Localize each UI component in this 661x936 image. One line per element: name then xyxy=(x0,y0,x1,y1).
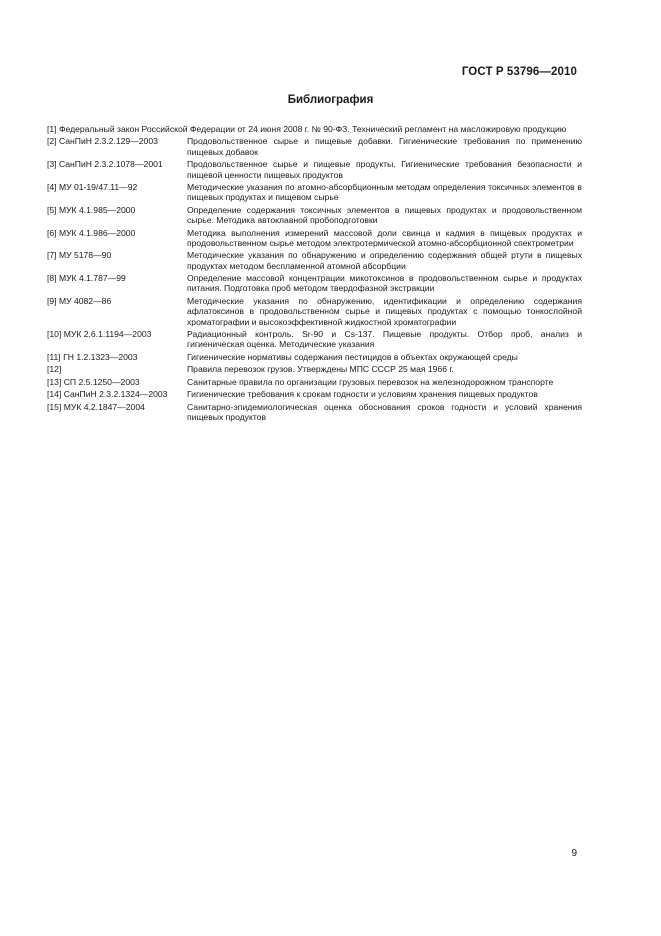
bibliography-list xyxy=(47,124,582,425)
bibliography-desc: Методические указания по обнаружению, идентификации и определению содержания афлатоксинов в продовольственном сырье и пищевых продуктах с помощью тонкослойной хроматографии и высокоэффективной жидкостной хроматографии xyxy=(187,295,582,327)
bibliography-entry xyxy=(47,273,582,294)
bibliography-desc: Продовольственное сырье и пищевые продукты. Гигиенические требования безопасности и пищевой ценности пищевых продуктов xyxy=(187,159,582,180)
bibliography-desc: Методика выполнения измерений массовой доли свинца и кадмия в пищевых продуктах и продовольственном сырье методом электротермической атомно-абсорбционной спектрометрии xyxy=(187,227,582,248)
bibliography-ref: [5] МУК 4.1.985—2000 xyxy=(47,204,136,215)
bibliography-entry xyxy=(47,228,582,249)
bibliography-entry xyxy=(47,402,582,423)
bibliography-ref: [11] ГН 1.2.1323—2003 xyxy=(47,351,138,362)
standard-code: ГОСТ Р 53796—2010 xyxy=(461,66,577,78)
bibliography-desc: Гигиенические нормативы содержания пестицидов в объектах окружающей среды xyxy=(187,351,518,362)
bibliography-entry xyxy=(47,296,582,327)
bibliography-desc: Методические указания по атомно-абсорбционным методам определения токсичных элементов в пищевых продуктах и пищевом сырье xyxy=(187,182,582,203)
bibliography-ref: [8] МУК 4.1.787—99 xyxy=(47,273,126,284)
bibliography-desc: Санитарно-эпидемиологическая оценка обоснования сроков годности и условий хранения пищевых продуктов xyxy=(187,401,582,423)
bibliography-entry xyxy=(47,136,582,157)
bibliography-ref: [3] СанПиН 2.3.2.1078—2001 xyxy=(47,159,163,170)
bibliography-ref: [4] МУ 01-19/47.11—92 xyxy=(47,182,138,193)
bibliography-entry xyxy=(47,389,582,399)
bibliography-entry xyxy=(47,250,582,271)
bibliography-ref: [6] МУК 4.1.986—2000 xyxy=(47,227,136,238)
bibliography-entry xyxy=(47,329,582,350)
bibliography-ref: [10] МУК 2.6.1.1194—2003 xyxy=(47,329,152,340)
section-title: Библиография xyxy=(287,94,374,106)
bibliography-desc: Радиационный контроль. Sr-90 и Cs-137. Пищевые продукты. Отбор проб, анализ и гигиеническая оценка. Методические указания xyxy=(187,329,582,350)
page-number: 9 xyxy=(571,848,577,859)
bibliography-desc: Правила перевозок грузов. Утверждены МПС СССР 25 мая 1966 г. xyxy=(187,364,454,375)
bibliography-ref: [15] МУК 4.2.1847—2004 xyxy=(47,401,145,412)
bibliography-entry xyxy=(47,205,582,226)
bibliography-desc: Методические указания по обнаружению и определению содержания общей ртути в пищевых продуктах методом беспламенной атомной абсорбции xyxy=(187,250,582,271)
bibliography-ref: [14] СанПиН 2.3.2.1324—2003 xyxy=(47,389,168,400)
bibliography-desc: Определение содержания токсичных элементов в пищевых продуктах и продовольственном сырье. Методика автоклавной пробоподготовки xyxy=(187,204,582,226)
bibliography-desc: Санитарные правила по организации грузовых перевозок на железнодорожном транспорте xyxy=(187,376,554,387)
bibliography-ref: [9] МУ 4082—86 xyxy=(47,295,112,306)
bibliography-ref: [12] xyxy=(47,364,62,375)
bibliography-entry xyxy=(47,159,582,180)
bibliography-desc: Гигиенические требования к срокам годности и условиям хранения пищевых продуктов xyxy=(187,389,538,400)
bibliography-ref: [2] СанПиН 2.3.2.129—2003 xyxy=(47,136,158,147)
bibliography-entry xyxy=(47,182,582,203)
bibliography-entry xyxy=(47,377,582,387)
bibliography-entry xyxy=(47,352,582,362)
bibliography-desc: Определение массовой концентрации микотоксинов в продовольственном сырье и продуктах питания. Подготовка проб методом твердофазной экстракции xyxy=(187,273,582,294)
bibliography-ref: [13] СП 2.5.1250—2003 xyxy=(47,376,140,387)
bibliography-entry: [1] Федеральный закон Российской Федерации от 24 июня 2008 г. № 90-ФЗ. Технический регламент на масложировую продукцию xyxy=(47,124,567,134)
bibliography-entry xyxy=(47,364,582,374)
bibliography-ref: [7] МУ 5178—90 xyxy=(47,250,112,261)
bibliography-desc: Продовольственное сырье и пищевые добавки. Гигиенические требования по применению пищевых добавок xyxy=(187,136,582,157)
